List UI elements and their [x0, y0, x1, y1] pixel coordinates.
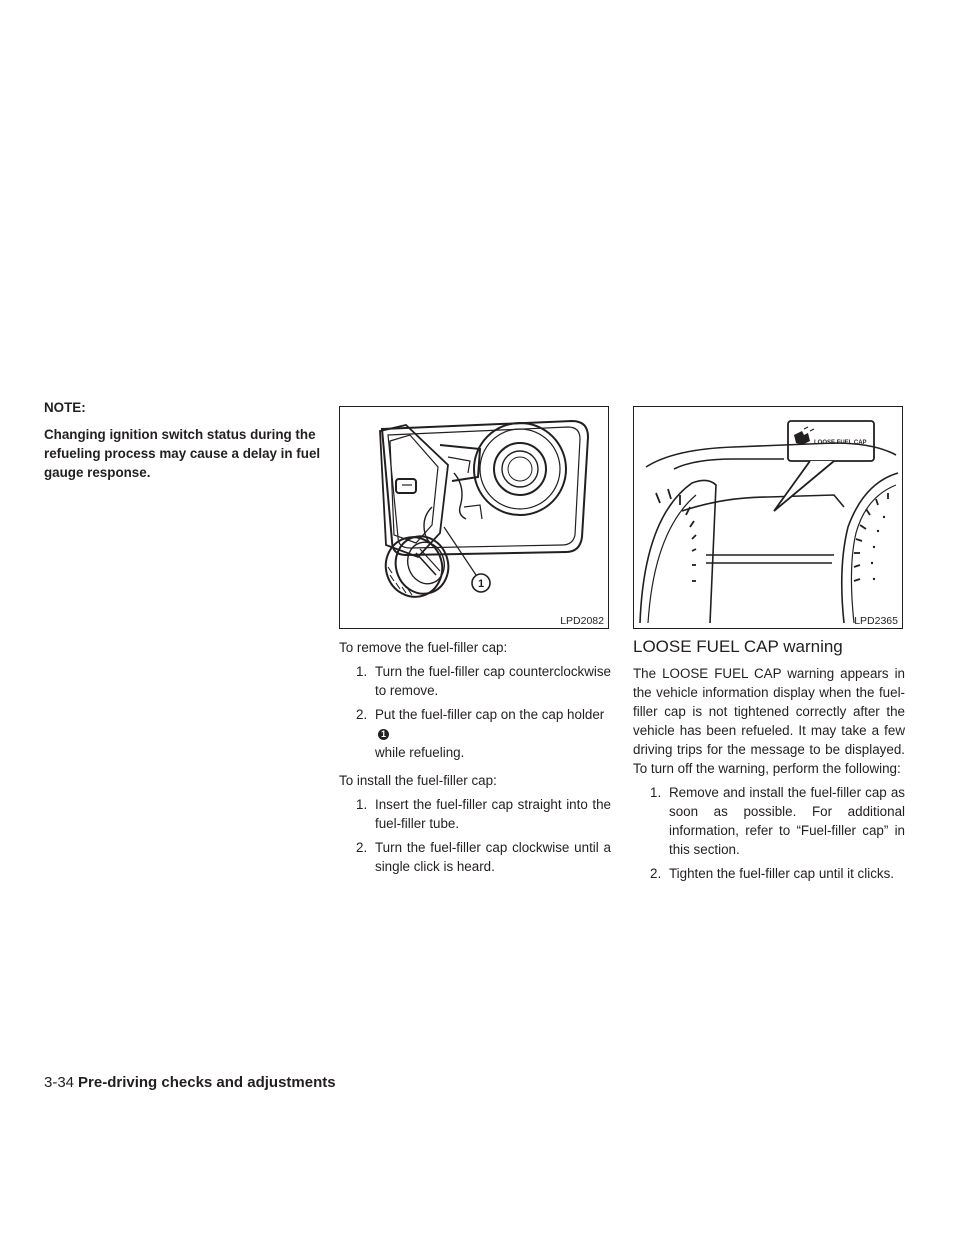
step-number: 1.	[650, 785, 662, 800]
page-number: 3-34	[44, 1074, 75, 1091]
step-number: 1.	[356, 664, 368, 679]
list-item	[339, 662, 611, 700]
step-number: 2.	[356, 840, 368, 855]
list-item	[339, 838, 611, 876]
step-number: 2.	[650, 866, 662, 881]
step-number: 1.	[356, 797, 368, 812]
page-footer	[44, 1073, 336, 1093]
install-steps	[339, 795, 611, 876]
step-text: Insert the fuel-filler cap straight into the fuel-filler tube.	[375, 797, 611, 831]
note-heading: NOTE:	[44, 400, 86, 415]
section-title: LOOSE FUEL CAP warning	[633, 637, 843, 656]
list-item	[633, 864, 905, 883]
step-text-continued: while refueling.	[375, 745, 465, 760]
dashboard-illustration	[634, 407, 903, 629]
figure-label: LPD2365	[854, 615, 898, 627]
list-item	[633, 783, 905, 859]
list-item	[339, 795, 611, 833]
step-text: Turn the fuel-filler cap clockwise until a single click is heard.	[375, 840, 611, 874]
fuel-filler-illustration	[340, 407, 609, 629]
figure-label: LPD2082	[560, 615, 604, 627]
figure-callout: 1	[477, 578, 485, 590]
step-text: Remove and install the fuel-filler cap as soon as possible. For additional information, refer to “Fuel-filler cap” in this section.	[669, 785, 905, 857]
loose-fuel-cap-section	[633, 406, 905, 883]
warning-body: The LOOSE FUEL CAP warning appears in the vehicle information display when the fuel-filler cap is not tightened correctly after the vehicle has been refueled. It may take a few driving trips for the message to be displayed. To turn off the warning, perform the following:	[633, 666, 905, 776]
note-block	[44, 398, 322, 482]
step-text: Put the fuel-filler cap on the cap holder	[375, 707, 605, 722]
display-message: LOOSE FUEL CAP	[814, 440, 867, 446]
install-intro: To install the fuel-filler cap:	[339, 773, 497, 788]
remove-steps	[339, 662, 611, 762]
callout-marker: 1	[378, 729, 389, 740]
dashboard-figure	[633, 406, 903, 629]
fuel-filler-figure	[339, 406, 609, 629]
remove-intro: To remove the fuel-filler cap:	[339, 640, 508, 655]
list-item	[339, 705, 611, 762]
note-body: Changing ignition switch status during the refueling process may cause a delay in fuel gauge response.	[44, 427, 321, 480]
fuel-cap-instructions	[339, 406, 611, 876]
step-text: Turn the fuel-filler cap counterclockwise to remove.	[375, 664, 611, 698]
step-number: 2.	[356, 707, 368, 722]
warning-steps	[633, 783, 905, 883]
fuel-cap-warning-icon	[794, 431, 810, 445]
step-text: Tighten the fuel-filler cap until it clicks.	[669, 866, 895, 881]
chapter-title: Pre-driving checks and adjustments	[78, 1074, 336, 1091]
